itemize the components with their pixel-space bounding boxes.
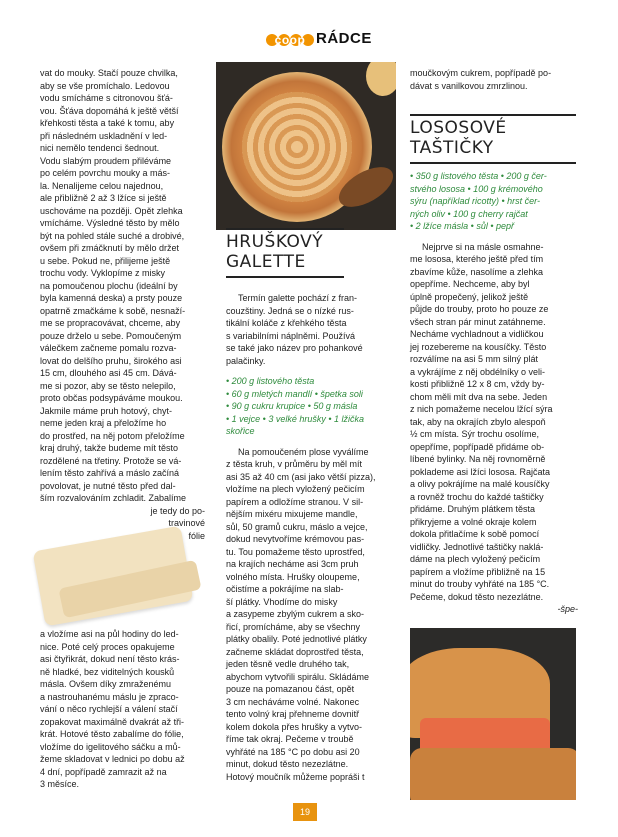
body-text-line: fólie [188, 530, 205, 541]
method-text-line: ½ cm místa. Sýr trochu osolíme, [410, 429, 540, 439]
pastry-crust [410, 748, 576, 800]
body-text-line: válečkem začneme pomalu rozva- [40, 343, 177, 353]
method-text-line: tu. Tou pomažeme těsto uprostřed, [226, 546, 365, 557]
method-text-line: 3 cm necháváme volné. Nakonec [226, 696, 360, 707]
intro-text-line: Termín galette pochází z fran- [238, 293, 358, 303]
ingredient-line: • 200 g listového těsta [226, 376, 315, 386]
body-text-line: zopakovat maximálně dvakrát až tři- [40, 716, 185, 727]
body-text-line: žeme skladovat v lednici po dobu až [40, 754, 185, 764]
section-title: RÁDCE [316, 30, 372, 47]
ingredient-line: • 2 lžíce másla • sůl • pepř [410, 221, 514, 231]
body-text-line: je tedy do po- [150, 505, 205, 516]
method-text-line: a vykrájíme z něj obdélníky o veli- [410, 366, 546, 377]
body-text-line: krát. Hotové těsto zabalíme do fólie, [40, 729, 184, 739]
body-text-line: u sebe. Pokud ne, přilijeme ještě [40, 255, 171, 266]
method-text-line: volného místa. Hrušky oloupeme, [226, 571, 360, 582]
body-text-line: křehkosti těsta a také k tomu, aby [40, 118, 175, 128]
method-text-line: plátky obalily. Poté jednotlivé plátky [226, 634, 367, 644]
method-text-line: papírem a vložíme přibližně na 15 [410, 566, 546, 577]
body-text-line: na pomoučenou plochu (ideální by [40, 280, 178, 291]
body-text-line: vou. Šťáva dopomáhá k ještě větší [40, 105, 179, 116]
ingredient-line: • 350 g listového těsta • 200 g čer- [410, 171, 547, 181]
method-text-line: úplně propečený, jelikož ještě [410, 291, 529, 302]
method-text-line: a rovněž trochu do každé taštičky [410, 491, 544, 502]
recipe-title-tasticky [410, 118, 578, 158]
galette-photo [216, 62, 396, 230]
method-text-line: dokud nevytvoříme krémovou pas- [226, 534, 365, 544]
intro-text-line: s variabilními náplněmi. Používá [226, 330, 356, 341]
title-rule [226, 228, 344, 230]
method-text-line: Necháme vychladnout a vidličkou [410, 329, 544, 339]
method-text-line: řicí, promícháme, aby se všechny [226, 621, 361, 632]
body-text-line: být na pohled stále suché a drobivé, [40, 230, 185, 241]
body-text-line: vání o něco rychlejší a válení stačí [40, 704, 178, 714]
tasticky-column [410, 170, 578, 616]
title-rule [226, 276, 344, 278]
method-text-line: Pečeme, dokud těsto nezezlátne. [410, 591, 544, 602]
title-rule [410, 162, 576, 164]
galette-column [226, 292, 394, 783]
method-text-line: všech stran pár minut zatáhneme. [410, 316, 546, 327]
method-text-line: minut do trouby vyhřáté na 185 °C. [410, 579, 550, 589]
method-text-line: přidáme. Druhým plátkem těsta [410, 504, 536, 514]
body-text-line: moučkovým cukrem, popřípadě po- [410, 68, 552, 78]
method-text-line: chom měli mít dva na sebe. Jeden [410, 391, 548, 402]
method-text-line: vyhřáté na 185 °C po dobu asi 20 [226, 746, 360, 757]
body-text-line: me se propracovávat, chceme, aby [40, 318, 181, 328]
author-signature: -špe- [557, 604, 578, 614]
left-bottom-column [40, 628, 205, 791]
body-text-line: proto občas podsypáváme moukou. [40, 393, 183, 403]
method-text-line: poklademe asi lžíci lososa. Rajčata [410, 466, 551, 477]
body-text-line: Jakmile máme pruh hotový, chyt- [40, 405, 173, 416]
method-text-line: abychom vytvořili spirálu. Skládáme [226, 671, 370, 682]
method-text-line: říme tak okraj. Pečeme v troubě [226, 734, 354, 744]
title-line-1: LOSOSOVÉ [410, 118, 507, 138]
method-text-line: pouze na pomazanou část, opět [226, 684, 355, 694]
method-text-line: vložíme na plech vyložený pečicím [226, 484, 365, 494]
body-text-line: Vodu slabým proudem přiléváme [40, 155, 172, 166]
method-text-line: dáme na plech vyložený pečicím [410, 554, 541, 564]
left-column [40, 67, 205, 542]
body-text-line: vodu smícháme s citronovou šťá- [40, 93, 173, 103]
method-text-line: zbavíme kůže, nasolíme a zlehka [410, 266, 544, 277]
pear-slices [242, 92, 352, 202]
body-text-line: trochu vody. Vyklopíme z misky [40, 268, 166, 278]
method-text-line: očistíme a pokrájíme na slab- [226, 584, 344, 594]
body-text-line: dávat s vanilkovou zmrzlinou. [410, 80, 528, 91]
intro-text-line: palačinky. [226, 355, 266, 366]
body-text-line: a nastrouhanému máslu je zpraco- [40, 691, 179, 702]
dough-photo [30, 524, 202, 624]
body-text-line: ale přibližně 2 až 3 lžíce si ještě [40, 193, 167, 203]
body-text-line: 4 dní, popřípadě zamrazit až na [40, 766, 167, 777]
method-text-line: přikryjeme a volné okraje kolem [410, 516, 537, 527]
right-top-text [410, 67, 578, 92]
method-text-line: a zasypeme zbylým cukrem a sko- [226, 609, 365, 619]
body-text-line: a vložíme asi na půl hodiny do led- [40, 629, 179, 639]
body-text-line: travinové [168, 518, 205, 528]
recipe-title-galette [226, 232, 346, 272]
method-text-line: jej rozebereme na kousíčky. Těsto [410, 341, 547, 352]
intro-text-line: se také jako název pro pohankové [226, 343, 363, 353]
method-text-line: na krajích necháme asi 3cm pruh [226, 559, 359, 569]
pear [366, 62, 396, 96]
method-text-line: a olivy pokrájíme na malé kousíčky [410, 479, 550, 489]
method-text-line: me lososa, kterého ještě před tím [410, 254, 544, 264]
method-text-line: opepříme. Nechceme, aby byl [410, 279, 530, 289]
method-text-line: z těsta kruh, v průměru by měl mít [226, 459, 363, 469]
method-text-line: kolem dokola přes hrušky a vytvo- [226, 721, 363, 732]
body-text-line: vmícháme. Výsledné těsto by mělo [40, 218, 180, 228]
ingredient-line: ných oliv • 100 g cherry rajčat [410, 208, 528, 219]
title-line-2: GALETTE [226, 252, 306, 272]
method-text-line: z nich pomažeme necelou lžící sýra [410, 404, 553, 414]
ingredient-line: skořice [226, 426, 255, 436]
coop-logo [266, 32, 314, 50]
method-text-line: tak, aby na okrajích zbylo alespoň [410, 416, 546, 427]
body-text-line: asi čtyřikrát, dokud není těsto krás- [40, 654, 180, 664]
body-text-line: nice. Poté celý proces opakujeme [40, 641, 175, 652]
body-text-line: nici nemělo tendenci šednout. [40, 143, 160, 153]
body-text-line: la. Nenalijeme celou najednou, [40, 180, 164, 191]
title-line-2: TAŠTIČKY [410, 138, 494, 158]
body-text-line: uschováme na později. Opět zlehka [40, 205, 183, 216]
method-text-line: vidličky. Jednotlivé taštičky naklá- [410, 541, 544, 552]
intro-text-line: tikální koláče z křehkého těsta [226, 318, 347, 328]
body-text-line: byla kamenná deska) a prsty pouze [40, 293, 183, 303]
body-text-line: ším rozvalováním zchladit. Zabalíme [40, 493, 187, 503]
body-text-line: 3 měsíce. [40, 779, 80, 789]
method-text-line: líbené bylinky. Na něj rovnoměrně [410, 454, 546, 464]
ingredient-line: stvého lososa • 100 g krémového [410, 183, 543, 194]
method-text-line: rozválíme na asi 5 mm silný plát [410, 354, 539, 364]
ingredient-line: • 60 g mletých mandlí • špetka soli [226, 388, 363, 399]
body-text-line: 15 cm, dlouhého asi 45 cm. Dává- [40, 368, 177, 378]
body-text-line: kraj druhý, takže budeme mít těsto [40, 443, 179, 453]
logo-text: coop [274, 33, 306, 47]
intro-text-line: couzštiny. Jedná se o nízké rus- [226, 305, 354, 316]
pastry-photo [410, 628, 576, 800]
method-text-line: tento volný kraj přehneme dovnitř [226, 709, 360, 719]
method-text-line: sůl, 50 gramů cukru, máslo a vejce, [226, 521, 368, 532]
method-text-line: Hotový moučník můžeme popráši t [226, 771, 365, 782]
method-text-line: začneme skládat doprostřed těsta, [226, 646, 364, 657]
method-text-line: nějším mixéru mixujeme mandle, [226, 509, 358, 519]
body-text-line: opatrně zmačkáme k sobě, nesnaží- [40, 305, 186, 316]
method-text-line: dokola přitlačíme k sobě pomocí [410, 529, 540, 539]
body-text-line: ovšem při zmáčknutí by mělo držet [40, 243, 180, 253]
method-text-line: papírem a odložíme stranou. V sil- [226, 496, 364, 507]
ingredient-line: sýru (například ricotty) • hrst čer- [410, 196, 541, 206]
method-text-line: jeden těsně vedle druhého tak, [226, 659, 350, 669]
body-text-line: při následném uskladnění v led- [40, 130, 168, 141]
body-text-line: povolovat, je nutné těsto před dal- [40, 480, 176, 491]
ingredient-line: • 1 vejce • 3 velké hrušky • 1 lžička [226, 413, 365, 424]
method-text-line: půjde do trouby, proto ho pouze ze [410, 304, 549, 314]
body-text-line: lením těsto zahřívá a máslo začíná [40, 468, 180, 478]
body-text-line: aby se vše promíchalo. Ledovou [40, 80, 170, 91]
body-text-line: po celém povrchu mouky a más- [40, 168, 171, 178]
body-text-line: pouze drželo u sebe. Pomoučeným [40, 330, 182, 341]
page-number: 19 [293, 803, 317, 821]
title-line-1: HRUŠKOVÝ [226, 232, 324, 252]
method-text-line: minut, dokud těsto nezezlátne. [226, 759, 349, 769]
body-text-line: másla. Ovšem díky zmraženému [40, 679, 172, 689]
ingredient-line: • 90 g cukru krupice • 50 g másla [226, 401, 358, 411]
title-rule [410, 114, 576, 116]
method-text-line: asi 35 až 40 cm (asi jako větší pizza), [226, 471, 376, 482]
body-text-line: ně hladké, bez viditelných kousků [40, 666, 175, 677]
body-text-line: vat do mouky. Stačí pouze chvilka, [40, 68, 178, 78]
body-text-line: neme jeden kraj a přeložíme ho [40, 418, 167, 428]
body-text-line: lovat do delšího pruhu, širokého asi [40, 355, 182, 366]
page-header [0, 28, 618, 54]
body-text-line: vložíme do igelitového sáčku a mů- [40, 741, 181, 752]
method-text-line: Nejprve si na másle osmahne- [422, 241, 544, 252]
body-text-line: me si pozor, aby se těsto nelepilo, [40, 380, 176, 391]
method-text-line: ší plátky. Vhodíme do misky [226, 596, 338, 607]
method-text-line: opepříme, popřípadě přidáme ob- [410, 441, 545, 452]
body-text-line: do prostřed, na něj potom přeložíme [40, 430, 185, 441]
method-text-line: Na pomoučeném plose vyválíme [238, 446, 369, 457]
method-text-line: kosti přibližně 12 x 8 cm, vždy by- [410, 379, 545, 389]
body-text-line: rozdělené na třetiny. Protože se vá- [40, 455, 182, 466]
